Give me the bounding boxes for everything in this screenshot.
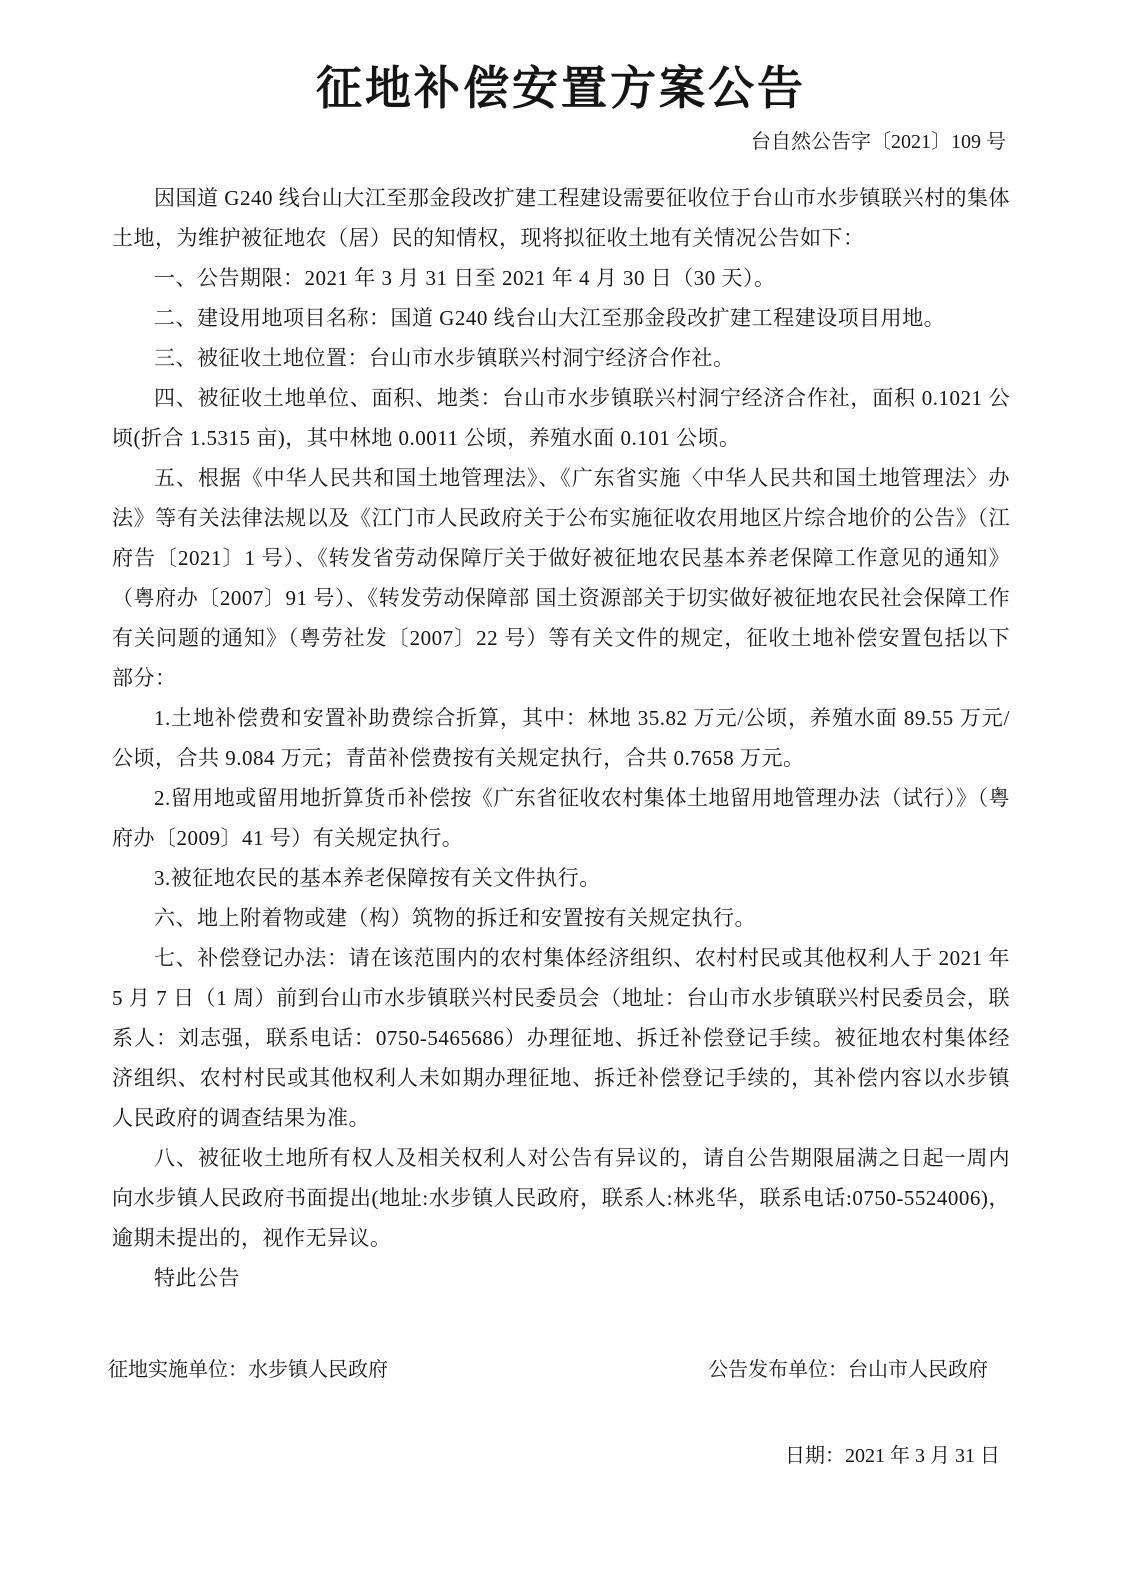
paragraph-item-6: 六、地上附着物或建（构）筑物的拆迁和安置按有关规定执行。 — [154, 905, 756, 930]
closing-line: 特此公告 — [154, 1265, 240, 1290]
paragraph-item-8: 八、被征收土地所有权人及相关权利人对公告有异议的，请自公告期限届满之日起一周内向水步镇人民政府书面提出(地址:水步镇人民政府，联系人:林兆华，联系电话:0750-5524006)，逾期未提出的，视作无异议。 — [112, 1145, 1010, 1250]
paragraph-item-4: 四、被征收土地单位、面积、地类：台山市水步镇联兴村洞宁经济合作社，面积 0.1021 公顷(折合 1.5315 亩)，其中林地 0.0011 公顷，养殖水面 0.101 公顷。 — [112, 385, 1010, 450]
paragraph-item-5-sub-1: 1.土地补偿费和安置补助费综合折算，其中：林地 35.82 万元/公顷，养殖水面 89.55 万元/公顷，合共 9.084 万元；青苗补偿费按有关规定执行，合共 0.7658 万元。 — [112, 705, 1010, 770]
paragraph-item-1: 一、公告期限：2021 年 3 月 31 日至 2021 年 4 月 30 日（30 天）。 — [154, 265, 776, 290]
document-date: 日期：2021 年 3 月 31 日 — [785, 1444, 1000, 1467]
document-content — [108, 60, 1010, 1470]
document-title: 征地补偿安置方案公告 — [316, 63, 806, 114]
paragraph-item-5-sub-2: 2.留用地或留用地折算货币补偿按《广东省征收农村集体土地留用地管理办法（试行）》（粤府办〔2009〕41 号）有关规定执行。 — [112, 785, 1010, 850]
implementing-unit: 征地实施单位：水步镇人民政府 — [108, 1358, 388, 1381]
paragraph-item-7: 七、补偿登记办法：请在该范围内的农村集体经济组织、农村村民或其他权利人于 2021 年 5 月 7 日（1 周）前到台山市水步镇联兴村民委员会（地址：台山市水步镇联兴村民委员会，联系人：刘志强，联系电话：0750-5465686）办理征地、拆迁补偿登记手续。被征地农村集体经济组织、农村村民或其他权利人未如期办理征地、拆迁补偿登记手续的，其补偿内容以水步镇人民政府的调查结果为准。 — [112, 945, 1010, 1130]
paragraph-item-3: 三、被征收土地位置：台山市水步镇联兴村洞宁经济合作社。 — [154, 345, 735, 370]
document-body — [112, 178, 1010, 1298]
issuing-unit: 公告发布单位：台山市人民政府 — [708, 1358, 988, 1381]
document-number: 台自然公告字〔2021〕109 号 — [751, 130, 1006, 153]
paragraph-item-5: 五、根据《中华人民共和国土地管理法》、《广东省实施〈中华人民共和国土地管理法〉办法》等有关法律法规以及《江门市人民政府关于公布实施征收农用地区片综合地价的公告》（江府告〔2021〕1 号）、《转发省劳动保障厅关于做好被征地农民基本养老保障工作意见的通知》（粤府办〔2007〕91 号）、《转发劳动保障部 国土资源部关于切实做好被征地农民社会保障工作有关问题的通知》（粤劳社发〔2007〕22 号）等有关文件的规定，征收土地补偿安置包括以下部分： — [112, 465, 1010, 690]
signature-row — [108, 1356, 1010, 1384]
paragraph-item-5-sub-3: 3.被征地农民的基本养老保障按有关文件执行。 — [154, 865, 601, 890]
intro-paragraph: 因国道 G240 线台山大江至那金段改扩建工程建设需要征收位于台山市水步镇联兴村的集体土地，为维护被征地农（居）民的知情权，现将拟征收土地有关情况公告如下： — [112, 185, 1010, 250]
paragraph-item-2: 二、建设用地项目名称：国道 G240 线台山大江至那金段改扩建工程建设项目用地。 — [154, 305, 946, 330]
